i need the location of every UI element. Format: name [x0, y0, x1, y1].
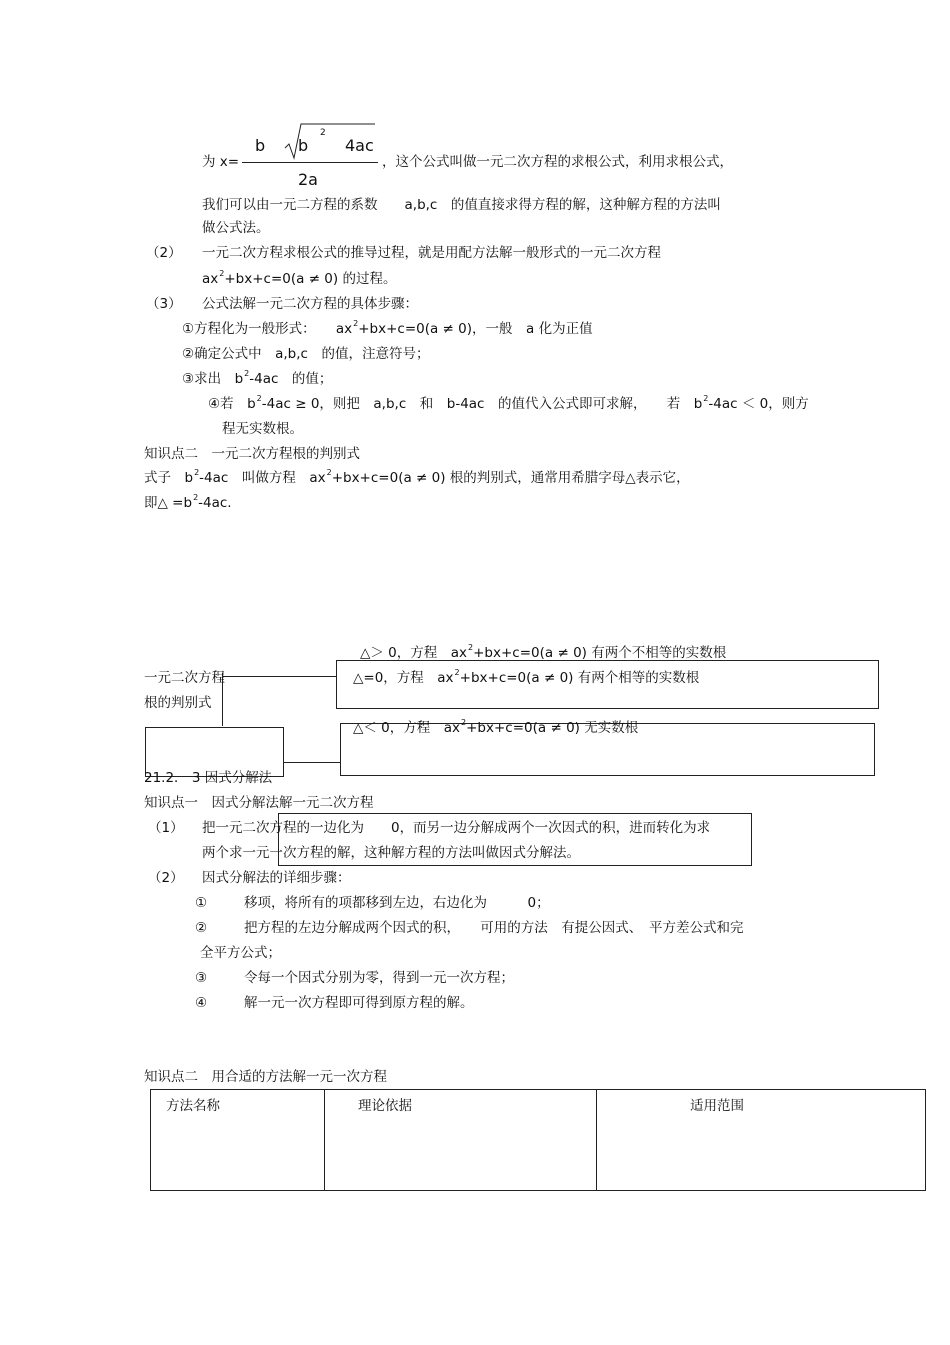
sec-item2-num: （2） — [148, 870, 184, 886]
connector-horizontal-top — [222, 676, 336, 677]
item3-step3: ③求出 $b^2-4ac$ 的值； — [182, 369, 333, 387]
methods-table — [150, 1089, 926, 1191]
sec-item1-num: （1） — [148, 820, 184, 836]
case-positive: △＞ 0，方程 $ax^2+bx+c=0(a \ne 0)$ 有两个不相等的实数根 — [360, 643, 727, 661]
item3-step1: ①方程化为一般形式： $ax^2+bx+c=0(a \ne 0)$，一般 a 化为正值 — [182, 319, 593, 337]
case-negative: △＜ 0，方程 $ax^2+bx+c=0(a \ne 0)$ 无实数根 — [353, 718, 639, 736]
item3-step4: ④若 $b^2-4ac \ge 0$，则把 a,b,c 和 b-4ac 的值代入公式即可求解， 若 $b^2-4ac < 0$，则方 — [208, 394, 809, 412]
item2-line2: $ax^2+bx+c=0(a \ne 0)$ 的过程。 — [202, 269, 397, 287]
formula-numerator-b: b — [255, 136, 266, 155]
formula-radical-b: b — [298, 136, 309, 155]
connector-horizontal-bottom — [284, 762, 340, 763]
item2-num: （2） — [146, 245, 182, 261]
para1-line2: 我们可以由一元二方程的系数 a,b,c 的值直接求得方程的解，这种解方程的方法叫 — [202, 197, 721, 213]
sec-item2-title: 因式分解法的详细步骤： — [202, 870, 351, 886]
formula-radical-rest: 4ac — [345, 136, 374, 155]
formula-suffix: ，这个公式叫做一元二次方程的求根公式，利用求根公式， — [382, 154, 733, 170]
step4-text: 解一元一次方程即可得到原方程的解。 — [244, 995, 474, 1011]
sec-item1-line2: 两个求一元一次方程的解，这种解方程的方法叫做因式分解法。 — [202, 845, 580, 861]
item3-title: 公式法解一元二次方程的具体步骤： — [202, 296, 418, 312]
table-row — [151, 1090, 926, 1191]
case-zero: △=0，方程 $ax^2+bx+c=0(a \ne 0)$ 有两个相等的实数根 — [353, 668, 700, 686]
kp2b-title: 知识点二 用合适的方法解一元一次方程 — [144, 1069, 387, 1085]
kp2-line2: 即△ $=b^2-4ac$. — [144, 493, 232, 511]
item3-num: （3） — [146, 296, 182, 312]
item3-step2: ②确定公式中 a,b,c 的值，注意符号； — [182, 346, 430, 362]
kp2-title: 知识点二 一元二次方程根的判别式 — [144, 446, 360, 462]
kp2-line1: 式子 $b^2-4ac$ 叫做方程 $ax^2+bx+c=0(a \ne 0)$ 根的判别式，通常用希腊字母△表示它， — [144, 468, 690, 486]
item3-step4-cont: 程无实数根。 — [222, 421, 303, 437]
sec-kp1-title: 知识点一 因式分解法解一元二次方程 — [144, 795, 374, 811]
step2-text: 把方程的左边分解成两个因式的积， 可用的方法 有提公因式、 平方差公式和完 — [244, 920, 744, 936]
step2-text-cont: 全平方公式； — [200, 945, 281, 961]
fraction-bar — [242, 162, 378, 163]
table-header-scope: 适用范围 — [597, 1090, 926, 1191]
para1-line3: 做公式法。 — [202, 220, 270, 236]
table-header-method: 方法名称 — [151, 1090, 325, 1191]
formula-radical-exp: 2 — [320, 128, 326, 138]
step2-num: ② — [195, 920, 208, 936]
step1-num: ① — [195, 895, 208, 911]
diagram-left-line2: 根的判别式 — [144, 695, 212, 711]
item2-line1: 一元二次方程求根公式的推导过程，就是用配方法解一般形式的一元二次方程 — [202, 245, 661, 261]
table-header-basis: 理论依据 — [325, 1090, 597, 1191]
formula-prefix: 为 x= — [202, 154, 240, 170]
step3-num: ③ — [195, 970, 208, 986]
sec-item1-line1: 把一元二次方程的一边化为 0，而另一边分解成两个一次因式的积，进而转化为求 — [202, 820, 711, 836]
step1-text: 移项，将所有的项都移到左边，右边化为 0； — [244, 895, 550, 911]
diagram-left-line1: 一元二次方程 — [144, 670, 225, 686]
formula-denominator: 2a — [298, 170, 318, 189]
step3-text: 令每一个因式分别为零，得到一元一次方程； — [244, 970, 514, 986]
section-heading: 21.2． 3 因式分解法 — [144, 770, 273, 786]
step4-num: ④ — [195, 995, 208, 1011]
